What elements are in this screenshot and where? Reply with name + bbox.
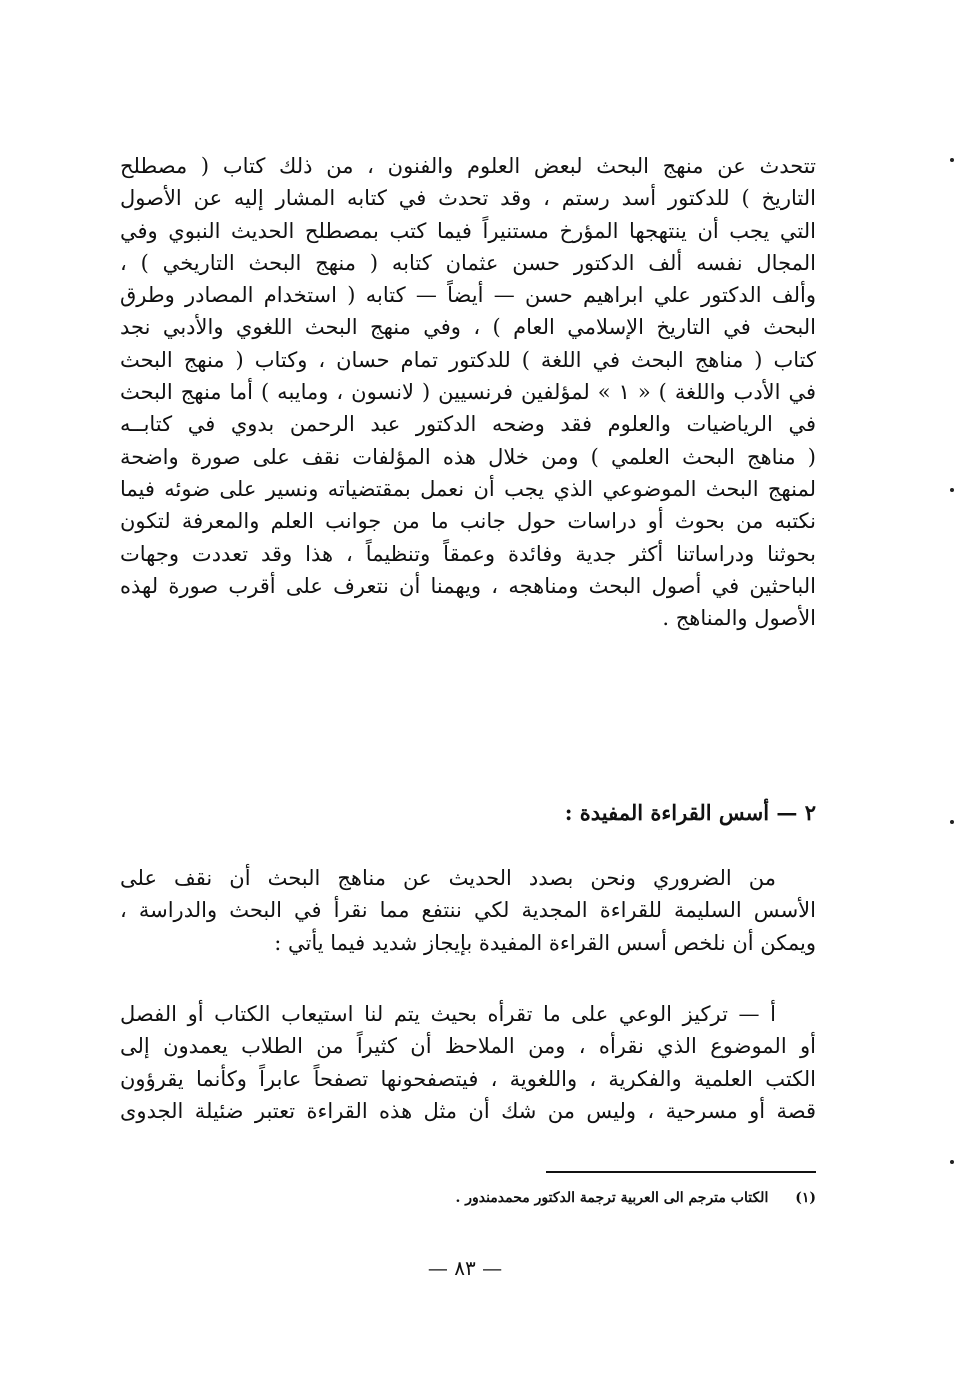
text-line: ويمكن أن نلخص أسس القراءة المفيدة بإيجاز شديد فيما يأتي : xyxy=(274,930,816,955)
text-line: الكتب العلمية والفكرية ، واللغوية ، فيتصفحونها تصفحاً عابراً وكأنما يقرؤون xyxy=(120,1066,816,1091)
text-line: كتاب ( مناهج البحث في اللغة ) للدكتور تمام حسان ، وكتاب ( منهج البحث xyxy=(120,347,816,372)
text-line: تتحدث عن منهج البحث لبعض العلوم والفنون ، من ذلك كتاب ( مصطلح xyxy=(120,154,816,178)
text-line: الباحثين في أصول البحث ومناهجه ، ويهمنا أن نتعرف على أقرب صورة لهذه xyxy=(120,573,816,598)
margin-mark xyxy=(950,820,954,824)
section-heading: ٢ — أسس القراءة المفيدة : xyxy=(564,800,816,825)
text-line: أ — تركيز الوعي على ما تقرأه بحيث يتم لنا استيعاب الكتاب أو الفصل xyxy=(120,1002,776,1026)
footnote-marker: (١) xyxy=(795,1190,816,1206)
paragraph-3 xyxy=(120,998,816,1127)
text-line: لمنهج البحث الموضوعي الذي يجب أن نعمل بمقتضياته ونسير على ضوئه فيما xyxy=(120,476,816,501)
text-line: نكتبه من بحوث أو دراسات حول جانب ما من جوانب العلم والمعرفة لتكون xyxy=(120,509,816,534)
paragraph-2 xyxy=(120,862,816,959)
text-line: أو الموضوع الذي نقرأه ، ومن الملاحظ أن كثيراً من الطلاب يعمدون إلى xyxy=(120,1034,816,1059)
margin-mark xyxy=(950,1160,954,1164)
text-line: البحث في التاريخ الإسلامي العام ) ، وفي منهج البحث اللغوي والأدبي نجد xyxy=(120,315,816,340)
paragraph-1 xyxy=(120,150,816,634)
text-line: التي يجب أن ينتهجها المؤرخ مستنيراً فيما كتب بمصطلح الحديث النبوي وفي xyxy=(120,218,816,243)
text-line: الأسس السليمة للقراءة المجدية لكي ننتفع مما نقرأ في البحث والدراسة ، xyxy=(120,898,816,923)
text-line: بحوثنا ودراساتنا أكثر جدية وفائدة وعمقاً وتنظيماً ، هذا وقد تعددت وجهات xyxy=(120,541,816,566)
footnote xyxy=(455,1190,816,1206)
footnote-text: الكتاب مترجم الى العربية ترجمة الدكتور محمدمندور . xyxy=(455,1190,769,1206)
text-line: قصة أو مسرحية ، وليس من شك أن مثل هذه القراءة تعتبر ضئيلة الجدوى xyxy=(120,1098,816,1123)
page-number: — ٨٣ — xyxy=(427,1256,503,1280)
footnote-divider xyxy=(546,1171,816,1173)
text-line: في الرياضيات والعلوم فقد وضحه الدكتور عبد الرحمن بدوي في كتابــه xyxy=(120,412,816,437)
text-line: الأصول والمناهج . xyxy=(662,606,816,631)
text-line: من الضروري ونحن بصدد الحديث عن مناهج البحث أن نقف على xyxy=(120,866,776,890)
text-line: التاريخ ) للدكتور أسد رستم ، وقد تحدث في كتابه المشار إليه عن الأصول xyxy=(120,186,816,211)
text-line: المجال نفسه ألف الدكتور حسن عثمان كتابه ( منهج البحث التاريخي ) ، xyxy=(120,250,816,275)
text-line: ( مناهج البحث العلمي ) ومن خلال هذه المؤلفات نقف على صورة واضحة xyxy=(120,444,816,469)
margin-mark xyxy=(950,488,954,492)
text-line: وألف الدكتور علي ابراهيم حسن — أيضاً — كتابه ( استخدام المصادر وطرق xyxy=(120,283,816,308)
margin-mark xyxy=(950,158,954,162)
text-line: في الأدب واللغة ) « ١ » لمؤلفين فرنسيين ( لانسون ، ومايبه ) أما منهج البحث xyxy=(120,380,817,405)
